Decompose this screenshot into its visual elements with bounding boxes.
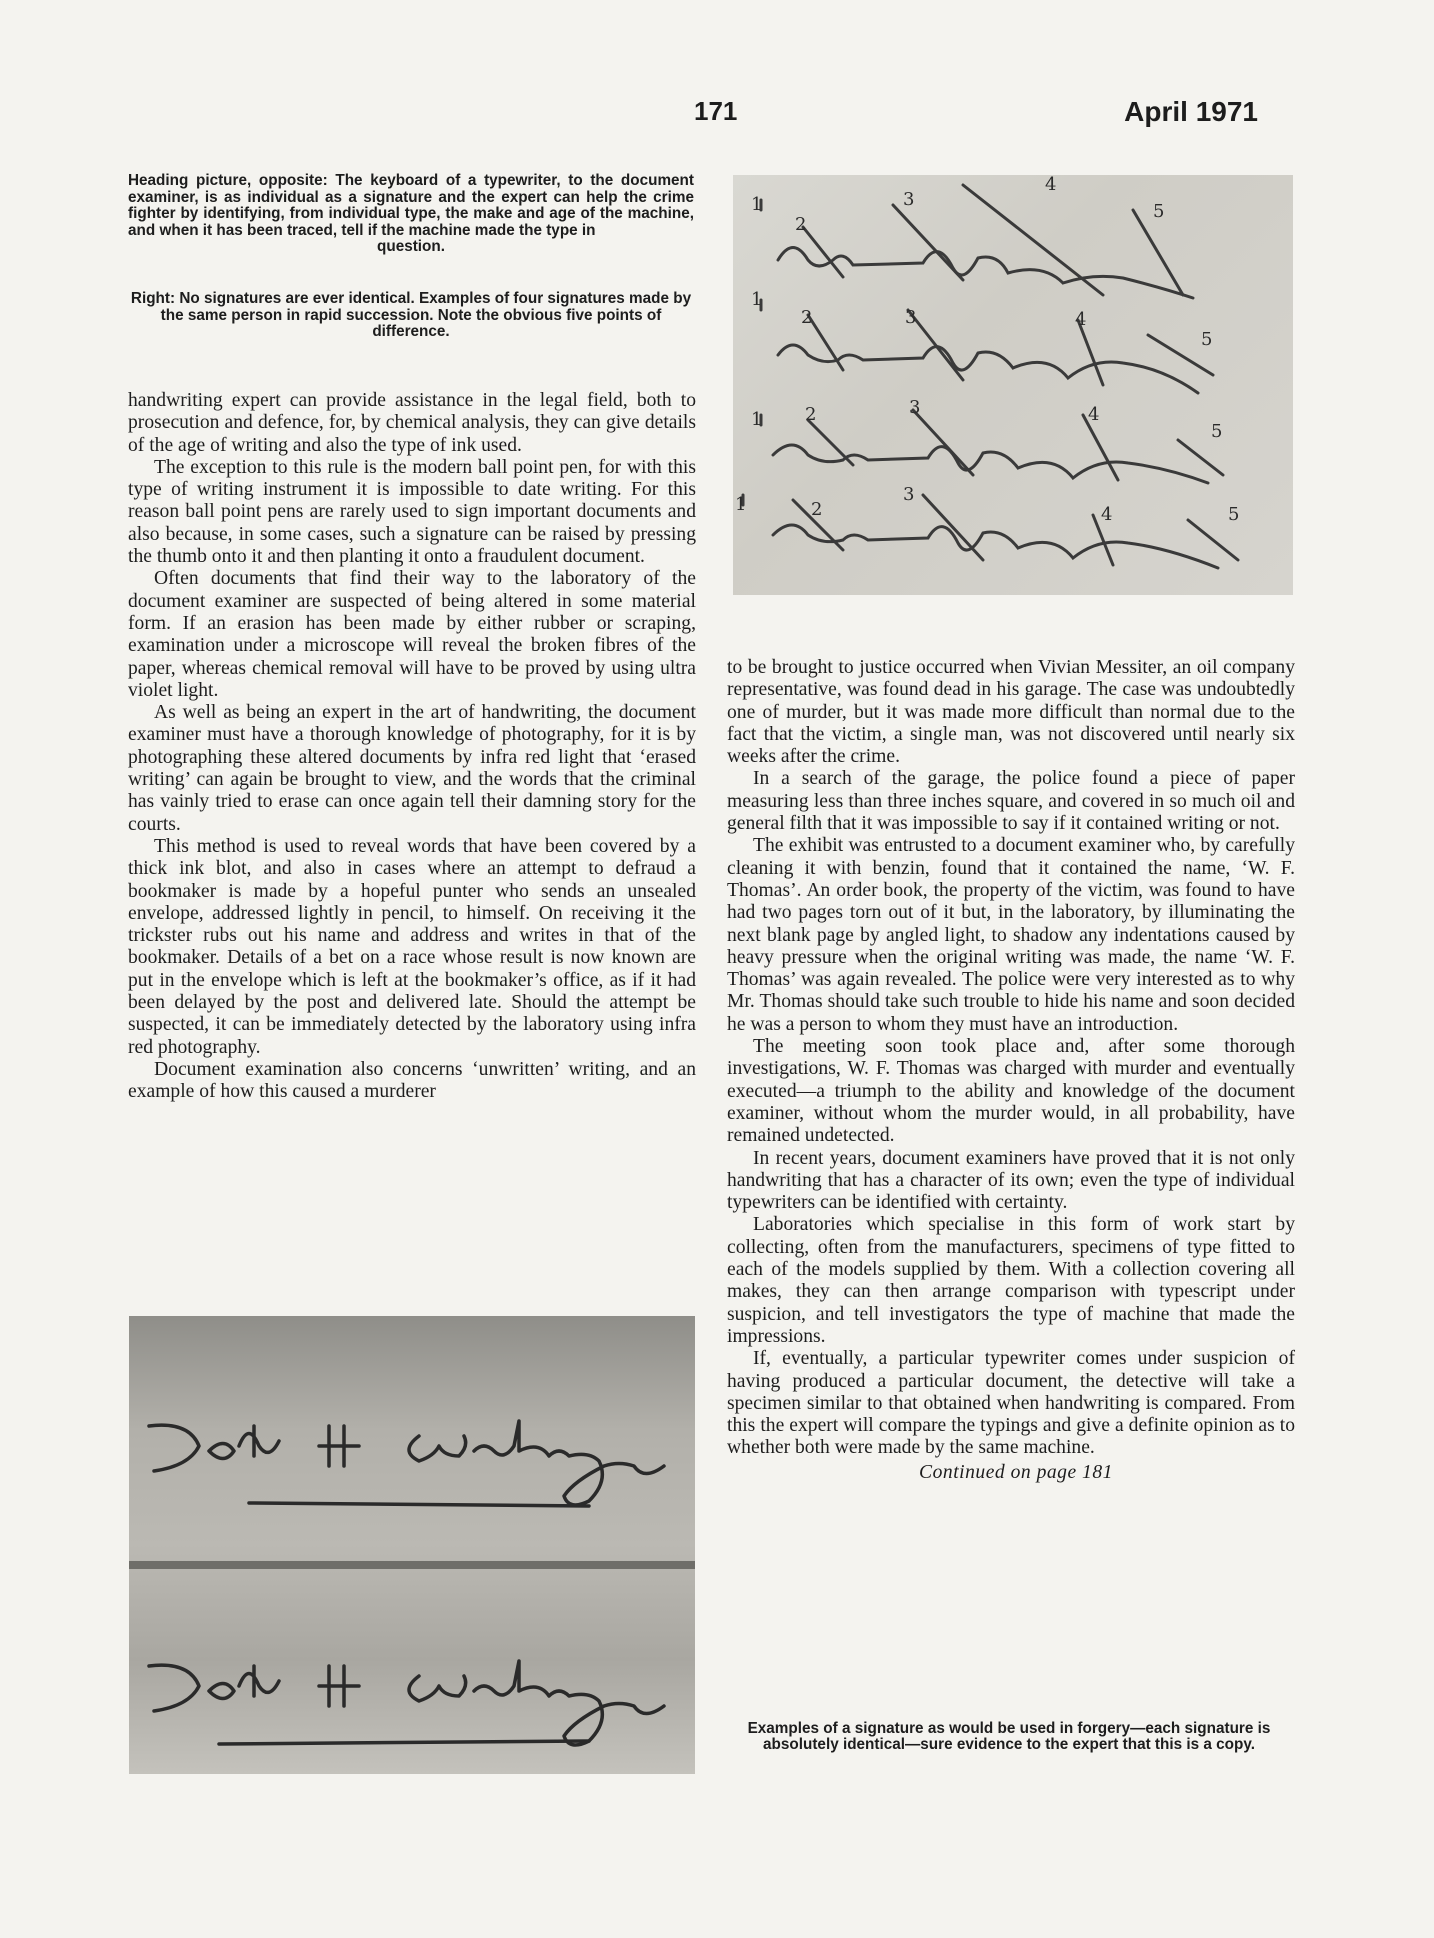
point-number: 1 [751,289,763,310]
paragraph: As well as being an expert in the art of handwriting, the document examiner must have a thorough knowledge of photography, for it is by photographing these altered documents by infra red light that ‘erased writing’ can again be brought to view, and the words that the criminal has vainly tried to erase can once again tell their damning story for the courts. [128,702,696,835]
point-number: 5 [1211,421,1223,442]
paragraph: Often documents that find their way to the laboratory of the document examiner are suspected of being altered in some material form. If an erasion has been made by either rubber or scraping, examination under a microscope will reveal the broken fibres of the paper, whereas chemical removal will have to be proved by using ultra violet light. [128,568,696,701]
issue-date: April 1971 [1124,96,1258,127]
heading-caption-end: question. [377,238,445,255]
point-number: 5 [1228,504,1240,525]
point-number-labels [735,175,1239,525]
point-number: 3 [905,307,917,328]
heading-caption-text: Heading picture, opposite: The keyboard of a typewriter, to the document examiner, is as individual as a signature and the expert can help the crime fighter by identifying, from individual type, the make and age of the machine, and when it has been traced, tell if the machine made the type in [128,172,694,239]
right-picture-caption: Right: No signatures are ever identical. Examples of four signatures made by the same person in rapid succession. Note the obvious five points of difference. [130,290,692,340]
paragraph: In a search of the garage, the police found a piece of paper measuring less than three inches square, and covered in so much oil and general filth that it was impossible to say if it contained writing or not. [727,768,1295,835]
forgery-signature-drawing [129,1316,695,1774]
point-number: 4 [1088,404,1100,425]
paragraph: The meeting soon took place and, after some thorough investigations, W. F. Thomas was charged with murder and eventually executed—a triumph to the ability and knowledge of the document examiner, without whom the murder would, in all probability, have remained undetected. [727,1036,1295,1147]
point-number: 4 [1101,504,1113,525]
paragraph: handwriting expert can provide assistance in the legal field, both to prosecution and defence, for, by chemical analysis, they can give details of the age of writing and also the type of ink used. [128,390,696,456]
paragraph: The exception to this rule is the modern ball point pen, for with this type of writing instrument it is impossible to date writing. For this reason ball point pens are rarely used to sign important documents and also because, in some cases, such a signature can be raised by pressing the thumb onto it and then planting it onto a fraudulent document. [128,456,696,568]
paragraph: If, eventually, a particular typewriter comes under suspicion of having produced a particular document, the detective will take a specimen similar to that obtained when handwriting is compared. From this the expert will compare the typings and give a definite opinion as to whether both were made by the same machine. [727,1348,1295,1459]
paragraph: to be brought to justice occurred when Vivian Messiter, an oil company representative, was found dead in his garage. The case was undoubtedly one of murder, but it was made more difficult than normal due to the fact that the victim, a single man, was not discovered until nearly six weeks after the crime. [727,657,1295,768]
forgery-signature-photo [129,1316,695,1774]
right-column [727,657,1295,1484]
point-number: 2 [805,404,817,425]
point-number: 2 [811,499,823,520]
point-number: 3 [909,397,921,418]
point-number: 5 [1153,201,1165,222]
point-number: 4 [1075,309,1087,330]
left-column [128,390,696,1104]
point-number: 1 [751,409,763,430]
paragraph: This method is used to reveal words that have been covered by a thick ink blot, and also in cases where an attempt to defraud a bookmaker is made by a hopeful punter who sends an unsealed envelope, addressed lightly in pencil, to himself. On receiving it the trickster rubs out his name and address and writes in that of the bookmaker. Details of a bet on a race whose result is now known are put in the envelope which is left at the bookmaker’s office, as if it had been delayed by the post and delivered late. Should the attempt be suspected, it can be immediately detected by the laboratory using infra red photography. [128,835,696,1058]
point-number: 3 [903,484,915,505]
signature-variation-photo [733,175,1293,595]
point-number: 4 [1045,175,1057,195]
forgery-picture-caption: Examples of a signature as would be used in forgery—each signature is absolutely identical—sure evidence to the expert that this is a copy. [747,1720,1271,1753]
heading-picture-caption [128,173,694,256]
point-number: 2 [801,307,813,328]
point-number: 2 [795,214,807,235]
paragraph: In recent years, document examiners have proved that it is not only handwriting that has a character of its own; even the type of individual typewriters can be identified with certainty. [727,1147,1295,1214]
point-number: 1 [735,494,747,515]
continued-note: Continued on page 181 [919,1461,1113,1483]
paragraph: Document examination also concerns ‘unwritten’ writing, and an example of how this caused a murderer [128,1058,696,1103]
point-number: 5 [1201,329,1213,350]
page-number: 171 [694,96,738,126]
page-header [0,96,1434,136]
paragraph: The exhibit was entrusted to a document examiner who, by carefully cleaning it with benzin, found that it contained the name, ‘W. F. Thomas’. An order book, the property of the victim, was found to have had two pages torn out of it but, in the laboratory, by illuminating the next blank page by angled light, to shadow any indentations caused by heavy pressure when the original writing was made, the name ‘W. F. Thomas’ was again revealed. The police were very interested as to why Mr. Thomas should take such trouble to hide his name and soon decided he was a person to whom they must have an introduction. [727,835,1295,1035]
point-number: 1 [751,194,763,215]
signature-variation-drawing [733,175,1293,595]
point-number: 3 [903,189,915,210]
paragraph: Laboratories which specialise in this form of work start by collecting, often from the manufacturers, specimens of type fitted to each of the models supplied by them. With a collection covering all makes, they can then arrange comparison with typescript under suspicion, and tell investigators the type of machine that made the impressions. [727,1214,1295,1347]
